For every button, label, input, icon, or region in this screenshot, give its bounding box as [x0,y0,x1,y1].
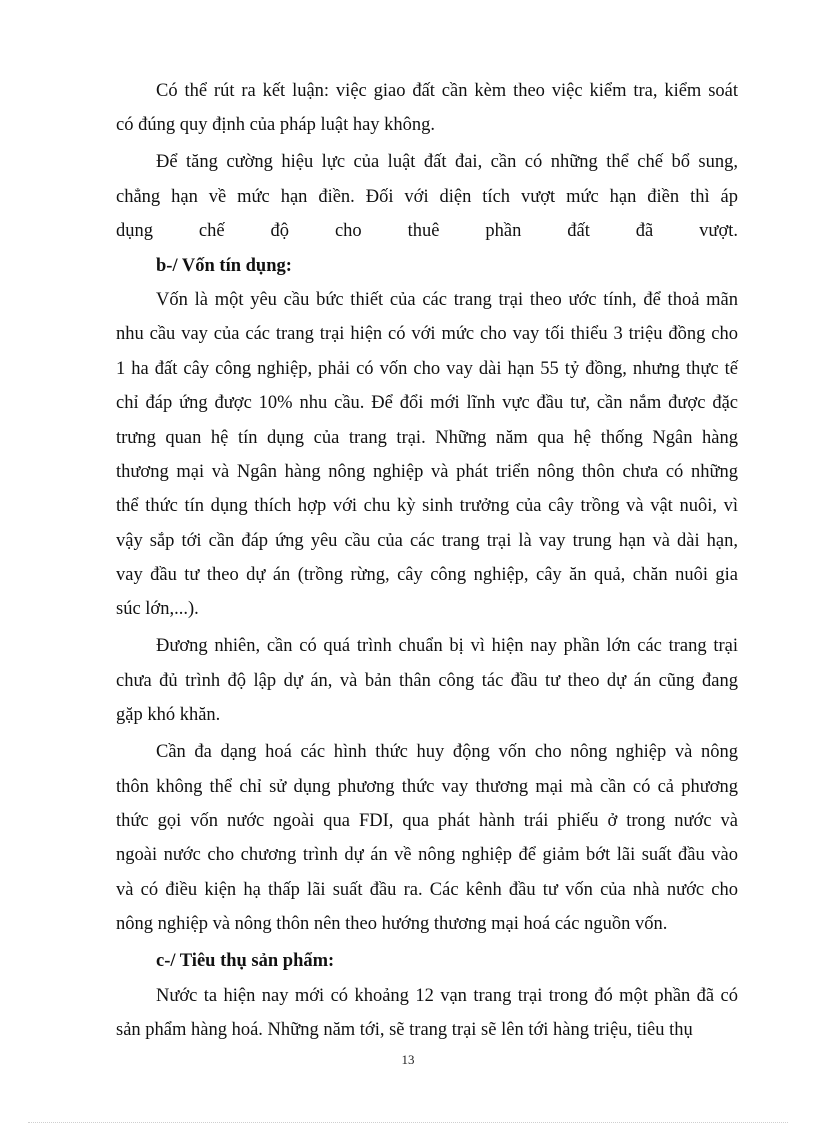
section-heading [116,944,738,978]
text-line: nhu cầu vay của các trang trại hiện có với mức cho vay tối thiểu 3 triệu đồng cho [116,324,738,345]
text-line: dụng chế độ cho thuê phần đất đã vượt. [116,221,738,242]
text-line: Nước ta hiện nay mới có khoảng 12 vạn trang trại trong đó một phần đã có [156,985,738,1006]
text-line: Để tăng cường hiệu lực của luật đất đai, cần có những thể chế bổ sung, [156,152,738,173]
text-line: vậy sắp tới cần đáp ứng yêu cầu của các trang trại là vay trung hạn và dài hạn, [116,530,738,551]
text-line: vay đầu tư theo dự án (trồng rừng, cây công nghiệp, cây ăn quả, chăn nuôi gia [116,565,738,586]
text-line: trưng quan hệ tín dụng của trang trại. Những năm qua hệ thống Ngân hàng [116,427,738,448]
text-line: có đúng quy định của pháp luật hay không. [116,115,436,136]
paragraph [116,629,738,732]
paragraph [116,283,738,627]
text-line: chẳng hạn về mức hạn điền. Đối với diện tích vượt mức hạn điền thì áp [116,186,738,207]
text-line: thể thức tín dụng thích hợp với chu kỳ sinh trưởng của cây trồng và vật nuôi, vì [116,496,738,517]
text-line: Vốn là một yêu cầu bức thiết của các trang trại theo ước tính, để thoả mãn [156,289,738,310]
text-line: thôn không thể chỉ sử dụng phương thức vay thương mại mà cần có cả phương [116,776,738,797]
page-body [116,74,738,1047]
paragraph [116,979,738,1048]
heading-text: c-/ Tiêu thụ sản phẩm: [156,951,335,972]
text-line: gặp khó khăn. [116,705,221,726]
text-line: Cần đa dạng hoá các hình thức huy động vốn cho nông nghiệp và nông [156,742,738,763]
text-line: sản phẩm hàng hoá. Những năm tới, sẽ trang trại sẽ lên tới hàng triệu, tiêu thụ [116,1019,693,1040]
text-line: Có thể rút ra kết luận: việc giao đất cần kèm theo việc kiểm tra, kiểm soát [156,81,738,101]
text-line: và có điều kiện hạ thấp lãi suất đầu ra. Các kênh đầu tư vốn của nhà nước cho [116,879,738,900]
text-line: súc lớn,...). [116,599,199,620]
text-line: nông nghiệp và nông thôn nên theo hướng thương mại hoá các nguồn vốn. [116,914,668,935]
paragraph [116,735,738,941]
paragraph [116,145,738,248]
text-line: chưa đủ trình độ lập dự án, và bản thân công tác đầu tư theo dự án cũng đang [116,670,738,691]
page-number: 13 [401,1052,415,1067]
text-line: thức gọi vốn nước ngoài qua FDI, qua phát hành trái phiếu ở trong nước và [116,810,738,831]
heading-text: b-/ Vốn tín dụng: [156,255,292,276]
text-line: thương mại và Ngân hàng nông nghiệp và phát triển nông thôn chưa có những [116,461,738,482]
paragraph [116,74,738,143]
text-line: ngoài nước cho chương trình dự án về nông nghiệp để giảm bớt lãi suất đầu vào [116,845,738,866]
text-line: chỉ đáp ứng được 10% nhu cầu. Để đổi mới lĩnh vực đầu tư, cần nắm được đặc [116,393,738,414]
text-line: 1 ha đất cây công nghiệp, phải có vốn cho vay dài hạn 55 tỷ đồng, nhưng thực tế [116,358,738,379]
text-line: Đương nhiên, cần có quá trình chuẩn bị vì hiện nay phần lớn các trang trại [156,636,738,657]
section-heading [116,249,738,283]
